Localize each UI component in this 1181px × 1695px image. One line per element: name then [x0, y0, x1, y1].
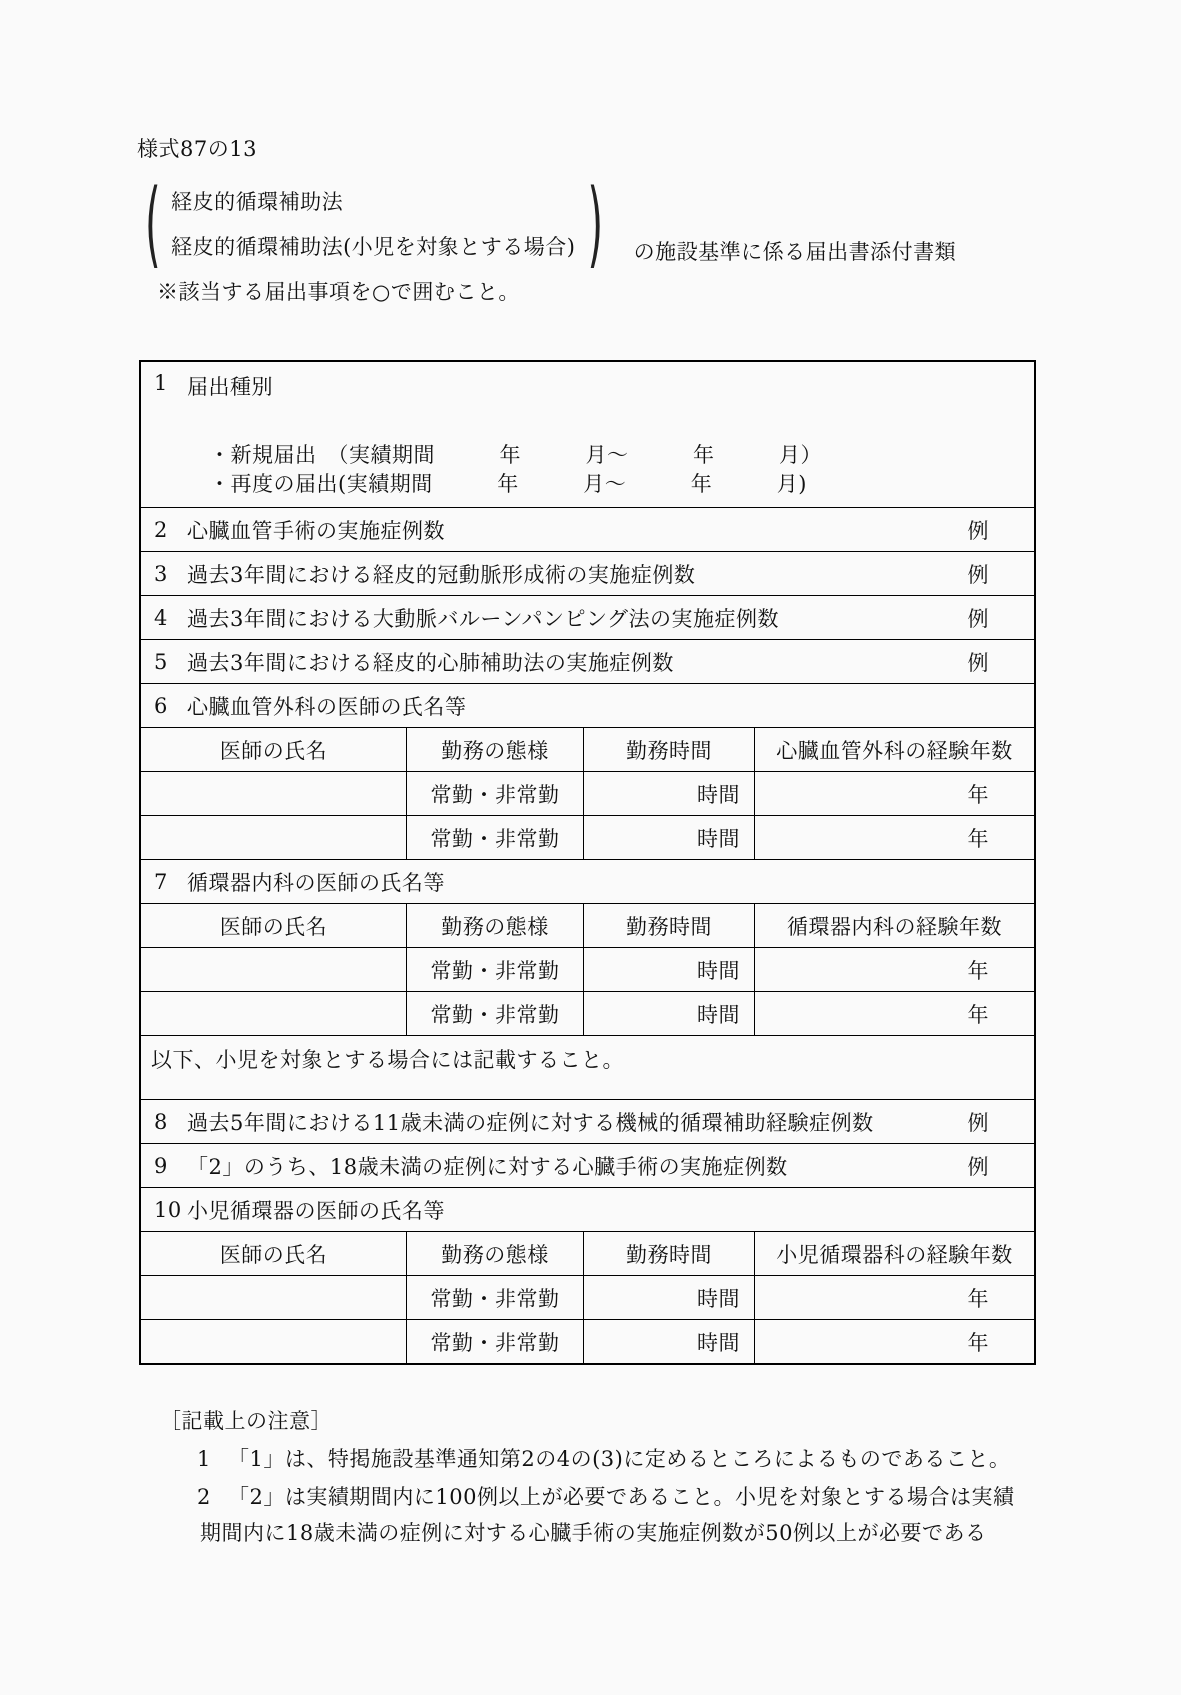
- left-paren-glyph: (: [145, 170, 162, 280]
- document-title-block: [145, 170, 957, 280]
- hours-unit: 時間: [583, 948, 754, 991]
- section7-title-row: [141, 859, 1034, 903]
- years-unit: 年: [754, 1276, 1034, 1319]
- col-doctor-name: 医師の氏名: [219, 914, 328, 939]
- section10-doctor-table: [141, 1231, 1034, 1363]
- doctor-table-row: [141, 771, 1034, 815]
- note-item-1: [160, 1446, 1060, 1472]
- col-work-hours: 勤務時間: [583, 728, 754, 771]
- doctor-table-header-row: [141, 1232, 1034, 1275]
- doctor-name-blank: [141, 1276, 406, 1319]
- col-experience-years: 小児循環器科の経験年数: [754, 1232, 1034, 1275]
- work-style-choice: 常勤・非常勤: [406, 1320, 583, 1363]
- document-title-suffix: の施設基準に係る届出書添付書類: [633, 240, 957, 264]
- row-pci-count: [141, 551, 1034, 595]
- section7-doctor-table: [141, 903, 1034, 1035]
- option-repeat-notification: ・再度の届出(実績期間 年 月～ 年 月): [209, 472, 807, 496]
- section6-title-row: [141, 683, 1034, 727]
- hours-unit: 時間: [583, 1276, 754, 1319]
- work-style-choice: 常勤・非常勤: [406, 816, 583, 859]
- hours-unit: 時間: [583, 992, 754, 1035]
- work-style-choice: 常勤・非常勤: [406, 948, 583, 991]
- doctor-table-row: [141, 1275, 1034, 1319]
- row-label: 「2」のうち、18歳未満の症例に対する心臓手術の実施症例数: [187, 1154, 788, 1179]
- row-number: 8: [154, 1109, 168, 1134]
- circle-instruction: ※該当する届出事項を○で囲むこと。: [157, 280, 520, 304]
- right-paren-glyph: ): [587, 170, 604, 280]
- col-experience-years: 心臓血管外科の経験年数: [754, 728, 1034, 771]
- procedure-options: [171, 180, 575, 270]
- notes-title: ［記載上の注意］: [160, 1409, 332, 1433]
- work-style-choice: 常勤・非常勤: [406, 992, 583, 1035]
- option-new-notification: ・新規届出 （実績期間 年 月～ 年 月）: [209, 443, 822, 467]
- col-work-hours: 勤務時間: [583, 1232, 754, 1275]
- years-unit: 年: [754, 772, 1034, 815]
- notes-section: [160, 1408, 1060, 1546]
- row-number: 7: [154, 869, 168, 894]
- unit-cases: 例: [967, 562, 989, 587]
- work-style-choice: 常勤・非常勤: [406, 1276, 583, 1319]
- form-number: 様式87の13: [137, 137, 257, 161]
- doctor-table-row: [141, 1319, 1034, 1363]
- row-number: 9: [154, 1153, 168, 1178]
- row-cardiac-surgery-under18-count: [141, 1143, 1034, 1187]
- doctor-table-header-row: [141, 728, 1034, 771]
- row-number: 2: [154, 517, 168, 542]
- row-label: 過去3年間における経皮的冠動脈形成術の実施症例数: [187, 562, 696, 587]
- note-number: 2: [197, 1485, 211, 1509]
- col-work-style: 勤務の態様: [406, 728, 583, 771]
- section6-doctor-table: [141, 727, 1034, 859]
- col-doctor-name: 医師の氏名: [219, 1242, 328, 1267]
- doctor-table-row: [141, 815, 1034, 859]
- row-label: 過去3年間における大動脈バルーンパンピング法の実施症例数: [187, 606, 780, 631]
- row-label: 循環器内科の医師の氏名等: [187, 870, 445, 895]
- doctor-table-row: [141, 947, 1034, 991]
- row-number: 1: [154, 371, 168, 395]
- doctor-name-blank: [141, 948, 406, 991]
- unit-cases: 例: [967, 606, 989, 631]
- row-notification-type: [141, 362, 1034, 507]
- unit-cases: 例: [967, 1154, 989, 1179]
- row-cardiovascular-surgery-count: [141, 507, 1034, 551]
- row-label: 心臓血管手術の実施症例数: [187, 518, 445, 543]
- note-text: 「2」は実績期間内に100例以上が必要であること。小児を対象とする場合は実績: [228, 1485, 1015, 1509]
- row-pcps-count: [141, 639, 1034, 683]
- doctor-table-row: [141, 991, 1034, 1035]
- note-number: 1: [197, 1447, 211, 1471]
- row-label: 心臓血管外科の医師の氏名等: [187, 694, 467, 719]
- col-doctor-name: 医師の氏名: [219, 738, 328, 763]
- hours-unit: 時間: [583, 816, 754, 859]
- unit-cases: 例: [967, 518, 989, 543]
- row-number: 4: [154, 605, 168, 630]
- row-number: 6: [154, 693, 168, 718]
- col-work-hours: 勤務時間: [583, 904, 754, 947]
- hours-unit: 時間: [583, 772, 754, 815]
- doctor-name-blank: [141, 816, 406, 859]
- row-label: 届出種別: [187, 375, 273, 399]
- row-label: 小児循環器の医師の氏名等: [187, 1198, 445, 1223]
- pediatric-note-text: 以下、小児を対象とする場合には記載すること。: [151, 1048, 624, 1072]
- procedure-option-2: 経皮的循環補助法(小児を対象とする場合): [171, 235, 576, 259]
- row-number: 10: [154, 1197, 182, 1222]
- years-unit: 年: [754, 1320, 1034, 1363]
- years-unit: 年: [754, 992, 1034, 1035]
- procedure-bracket-group: [145, 170, 604, 280]
- row-number: 3: [154, 561, 168, 586]
- row-number: 5: [154, 649, 168, 674]
- years-unit: 年: [754, 948, 1034, 991]
- unit-cases: 例: [967, 650, 989, 675]
- col-experience-years: 循環器内科の経験年数: [754, 904, 1034, 947]
- doctor-table-header-row: [141, 904, 1034, 947]
- procedure-option-1: 経皮的循環補助法: [171, 190, 344, 214]
- row-label: 過去5年間における11歳未満の症例に対する機械的循環補助経験症例数: [187, 1110, 874, 1135]
- doctor-name-blank: [141, 1320, 406, 1363]
- row-mechanical-support-under11-count: [141, 1099, 1034, 1143]
- row-label: 過去3年間における経皮的心肺補助法の実施症例数: [187, 650, 674, 675]
- note-text-continuation: 期間内に18歳未満の症例に対する心臓手術の実施症例数が50例以上が必要である: [200, 1521, 987, 1545]
- work-style-choice: 常勤・非常勤: [406, 772, 583, 815]
- notification-form-table: [139, 360, 1036, 1365]
- doctor-name-blank: [141, 992, 406, 1035]
- note-text: 「1」は、特掲施設基準通知第2の4の(3)に定めるところによるものであること。: [228, 1447, 1011, 1471]
- hours-unit: 時間: [583, 1320, 754, 1363]
- note-item-2: [160, 1484, 1060, 1510]
- row-iabp-count: [141, 595, 1034, 639]
- unit-cases: 例: [967, 1110, 989, 1135]
- col-work-style: 勤務の態様: [406, 1232, 583, 1275]
- col-work-style: 勤務の態様: [406, 904, 583, 947]
- pediatric-note-row: [141, 1035, 1034, 1099]
- section10-title-row: [141, 1187, 1034, 1231]
- doctor-name-blank: [141, 772, 406, 815]
- notification-type-options: [141, 441, 1034, 507]
- row-notification-type-head: [141, 362, 1034, 401]
- years-unit: 年: [754, 816, 1034, 859]
